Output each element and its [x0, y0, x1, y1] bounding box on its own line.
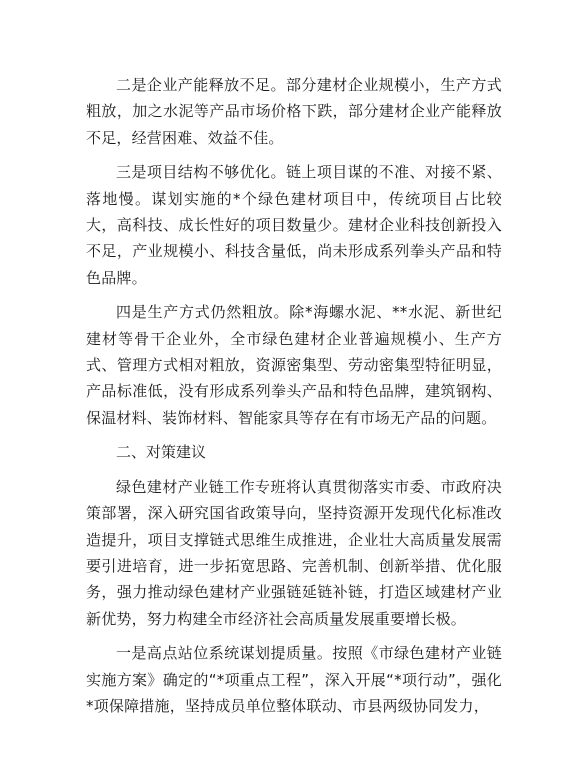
section-heading: 二、对策建议: [116, 443, 207, 462]
document-page: [86, 72, 502, 727]
paragraph-capacity: 二是企业产能释放不足。部分建材企业规模小，生产方式粗放，加之水泥等产品市场价格下跌，部分建材企业产能释放不足，经营困难、效益不佳。: [86, 76, 502, 147]
paragraph-project-structure: 三是项目结构不够优化。链上项目谋的不准、对接不紧、落地慢。谋划实施的*个绿色建材项目中，传统项目占比较大，高科技、成长性好的项目数量少。建材企业科技创新投入不足，产业规模小、科技含量低，尚未形成系列拳头产品和特色品牌。: [86, 163, 502, 287]
paragraph-production-mode: 四是生产方式仍然粗放。除*海螺水泥、**水泥、新世纪建材等骨干企业外，全市绿色建材企业普遍规模小、生产方式、管理方式相对粗放，资源密集型、劳动密集型特征明显，产品标准低，没有形成系列拳头产品和特色品牌，建筑钢构、保温材料、装饰材料、智能家具等存在有市场无产品的问题。: [86, 303, 502, 427]
paragraph-countermeasures: 绿色建材产业链工作专班将认真贯彻落实市委、市政府决策部署，深入研究国省政策导向，坚持资源开发现代化标准改造提升，项目支撑链式思维生成推进，企业壮大高质量发展需要引进培育，进一步拓宽思路、完善机制、创新举措、优化服务，强力推动绿色建材产业强链延链补链，打造区域建材产业新优势，努力构建全市经济社会高质量发展重要增长极。: [86, 477, 502, 628]
paragraph-first-measure: 一是高点站位系统谋划提质量。按照《市绿色建材产业链实施方案》确定的“*项重点工程”，深入开展“*项行动”，强化*项保障措施，坚持成员单位整体联动、市县两级协同发力，: [86, 644, 502, 715]
